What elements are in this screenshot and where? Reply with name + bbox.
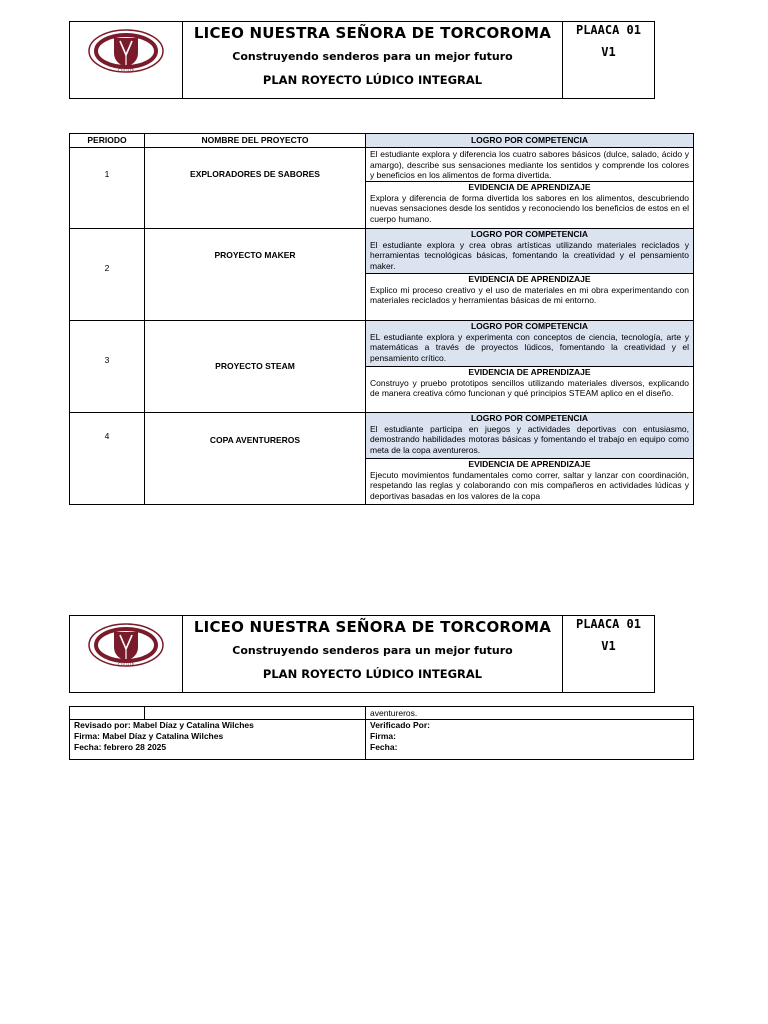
logro-block — [366, 321, 693, 366]
fecha-left: Fecha: febrero 28 2025 — [74, 742, 167, 752]
document-version: V1 — [601, 45, 616, 59]
revisado-por: Revisado por: Mabel Díaz y Catalina Wilches — [74, 720, 254, 730]
evidencia-text: Construyo y pruebo prototipos sencillos utilizando materiales diversos, explicando de manera creativa cómo funcionan y qué principios STEAM aplico en el diseño. — [370, 377, 689, 398]
document-code: PLAACA 01 — [575, 23, 642, 37]
page-header-1 — [69, 21, 655, 99]
logro-label: LOGRO POR COMPETENCIA — [470, 413, 589, 423]
logro-text: EL estudiante explora y experimenta con conceptos de ciencia, tecnología, arte y matemáticas a través de proyectos lúdicos, fomentando la creatividad y el pensamiento crítico. — [370, 331, 689, 363]
table-row-periodo: 1 — [104, 169, 110, 179]
evidencia-block — [366, 367, 693, 412]
table-row-periodo: 3 — [104, 355, 110, 365]
logro-label: LOGRO POR COMPETENCIA — [470, 321, 589, 331]
evidencia-text: Explico mi proceso creativo y el uso de materiales en mi obra experimentando con materiales reciclados y herramientas básicas de mi entorno. — [370, 284, 689, 305]
evidencia-label: EVIDENCIA DE APRENDIZAJE — [468, 274, 591, 284]
table-row-proyecto: PROYECTO MAKER — [214, 250, 296, 260]
plan-title: PLAN ROYECTO LÚDICO INTEGRAL — [262, 667, 483, 681]
table-row-proyecto: COPA AVENTUREROS — [209, 435, 301, 445]
signature-table — [69, 706, 694, 760]
evidencia-text: Explora y diferencia de forma divertida los sabores en los alimentos, descubriendo nuevas sensaciones desde los sentidos y reconociendo los beneficios de estos en el cuerpo humano. — [370, 192, 689, 224]
school-slogan: Construyendo senderos para un mejor futuro — [232, 50, 513, 63]
school-name: LICEO NUESTRA SEÑORA DE TORCOROMA — [193, 618, 552, 636]
logo-cell — [70, 616, 183, 692]
document-version: V1 — [601, 639, 616, 653]
logro-block — [366, 148, 693, 181]
evidencia-block — [366, 274, 693, 320]
document-code: PLAACA 01 — [575, 617, 642, 631]
evidencia-label: EVIDENCIA DE APRENDIZAJE — [468, 367, 591, 377]
logo-cell — [70, 22, 183, 98]
logo-city-text: CUCUTA — [117, 662, 135, 667]
table-row-proyecto: PROYECTO STEAM — [215, 361, 295, 371]
table-row-periodo: 4 — [104, 431, 110, 441]
logro-label: LOGRO POR COMPETENCIA — [470, 229, 589, 239]
verificado-por: Verificado Por: — [370, 720, 430, 730]
logro-text: El estudiante explora y diferencia los cuatro sabores básicos (dulce, salado, ácido y amargo), describe sus sensaciones mediante los sentidos y comprende los colores y beneficios en los alimentos de forma divertida. — [370, 149, 689, 180]
logro-text: El estudiante participa en juegos y actividades deportivas con entusiasmo, demostrando habilidades motoras básicas y fomentando el trabajo en equipo como meta de la copa aventureros. — [370, 423, 689, 455]
evidencia-text: Ejecuto movimientos fundamentales como correr, saltar y lanzar con coordinación, respetando las reglas y colaborando con mis compañeros en actividades lúdicas y deportivas basadas en los valores de la copa — [370, 469, 689, 501]
code-cell — [562, 22, 654, 98]
column-header-logro: LOGRO POR COMPETENCIA — [366, 134, 693, 147]
logo-city-text: CUCUTA — [117, 68, 135, 73]
firma-left: Firma: Mabel Díaz y Catalina Wilches — [74, 731, 224, 741]
project-table — [69, 133, 694, 505]
logro-text: El estudiante explora y crea obras artísticas utilizando materiales reciclados y herramientas tecnológicas básicas, fomentando la creatividad y el pensamiento maker. — [370, 239, 689, 271]
evidencia-label: EVIDENCIA DE APRENDIZAJE — [468, 459, 591, 469]
page-header-2 — [69, 615, 655, 693]
school-slogan: Construyendo senderos para un mejor futuro — [232, 644, 513, 657]
evidencia-block — [366, 182, 693, 228]
evidencia-block — [366, 459, 693, 504]
school-logo-icon — [87, 27, 165, 75]
logro-block — [366, 413, 693, 458]
firma-right: Firma: — [370, 731, 396, 741]
school-logo-icon — [87, 621, 165, 669]
column-header-proyecto: NOMBRE DEL PROYECTO — [201, 135, 309, 145]
table-row-periodo: 2 — [104, 263, 110, 273]
fecha-right: Fecha: — [370, 742, 398, 752]
evidencia-label: EVIDENCIA DE APRENDIZAJE — [468, 182, 591, 192]
school-name: LICEO NUESTRA SEÑORA DE TORCOROMA — [193, 24, 552, 42]
column-header-periodo: PERIODO — [87, 135, 127, 145]
code-cell — [562, 616, 654, 692]
table-row-proyecto: EXPLORADORES DE SABORES — [190, 169, 320, 179]
logro-block — [366, 229, 693, 273]
continuation-text: aventureros. — [370, 708, 418, 718]
plan-title: PLAN ROYECTO LÚDICO INTEGRAL — [262, 73, 483, 87]
